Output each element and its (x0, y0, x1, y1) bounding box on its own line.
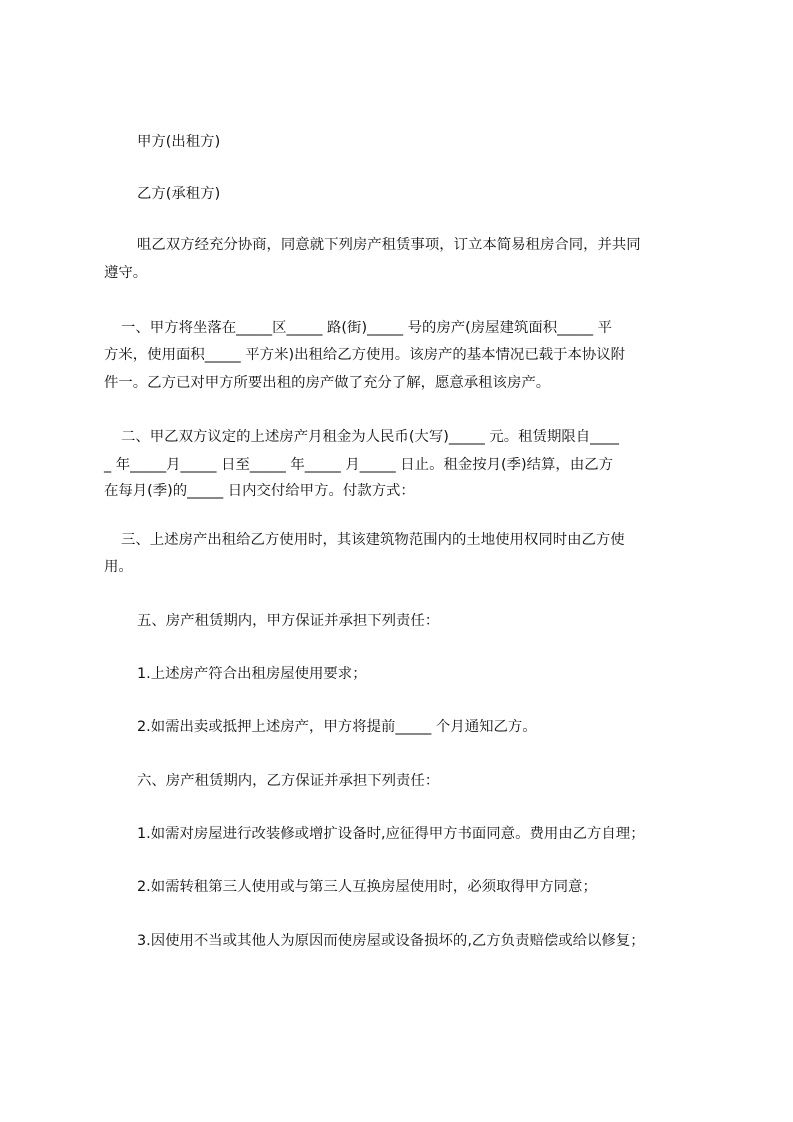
clause-2-line-3: 在每月(季)的_____ 日内交付给甲方。付款方式： (104, 483, 415, 499)
clause-2-line-1: 二、甲乙双方议定的上述房产月租金为人民币(大写)_____ 元。租赁期限自____ (121, 429, 619, 445)
clause-3-line-1: 三、上述房产出租给乙方使用时，其该建筑物范围内的土地使用权同时由乙方使 (121, 532, 625, 548)
clause-3-line-2: 用。 (104, 559, 133, 575)
clause-1-line-2: 方米，使用面积_____ 平方米)出租给乙方使用。该房产的基本情况已载于本协议附 (104, 347, 626, 363)
party-b-line: 乙方(承租方) (137, 186, 221, 202)
clause-6-item-2: 2.如需转租第三人使用或与第三人互换房屋使用时，必须取得甲方同意； (137, 879, 597, 895)
clause-5-item-1: 1.上述房产符合出租房屋使用要求； (137, 666, 367, 682)
intro-line-2: 遵守。 (104, 265, 148, 281)
party-a-line: 甲方(出租方) (137, 134, 221, 150)
clause-1-line-3: 件一。乙方已对甲方所要出租的房产做了充分了解，愿意承租该房产。 (104, 375, 551, 391)
clause-1-line-1: 一、甲方将坐落在_____区_____ 路(街)_____ 号的房产(房屋建筑面积_____ 平 (121, 320, 613, 336)
clause-5-item-2: 2.如需出卖或抵押上述房产，甲方将提前_____ 个月通知乙方。 (137, 719, 537, 735)
clause-2-line-2: _ 年_____月_____ 日至_____ 年_____ 月_____ 日止。租金按月(季)结算，由乙方 (104, 457, 613, 473)
clause-6-item-1: 1.如需对房屋进行改装修或增扩设备时,应征得甲方书面同意。费用由乙方自理； (137, 826, 645, 842)
intro-line-1: 咀乙双方经充分协商，同意就下列房产租赁事项，订立本简易租房合同，并共同 (137, 237, 641, 253)
clause-5-heading: 五、房产租赁期内，甲方保证并承担下列责任： (137, 613, 440, 629)
clause-6-item-3: 3.因使用不当或其他人为原因而使房屋或设备损坏的,乙方负责赔偿或给以修复； (137, 933, 645, 949)
clause-6-heading: 六、房产租赁期内，乙方保证并承担下列责任： (137, 773, 440, 789)
